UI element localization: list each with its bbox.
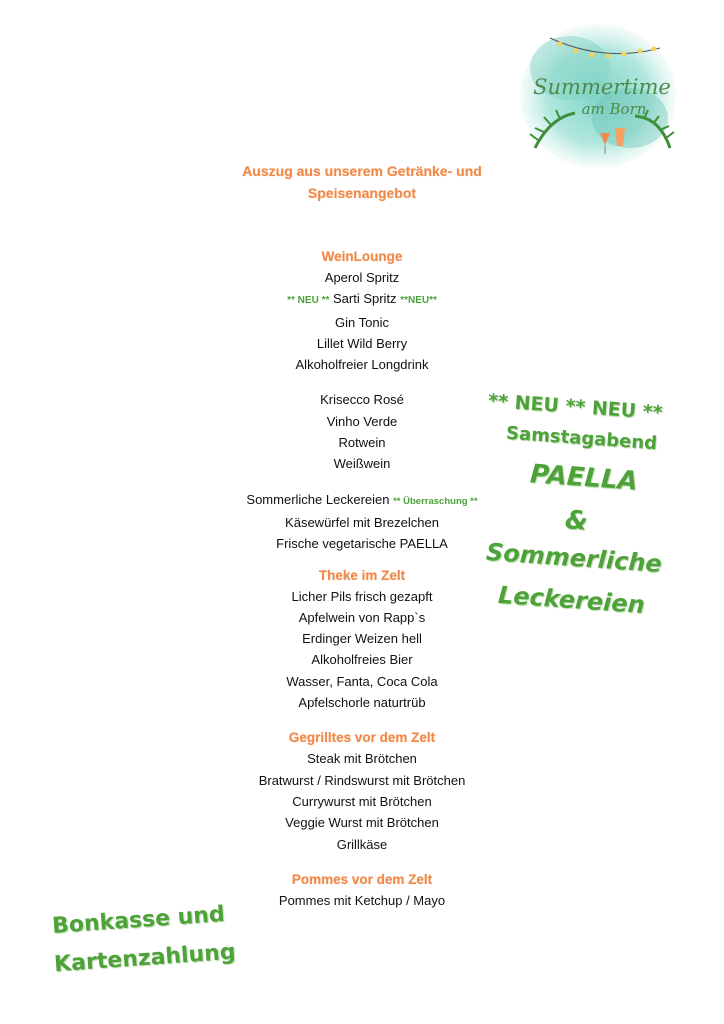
logo-subtitle: am Born <box>581 100 647 118</box>
payment-line1: Bonkasse und <box>51 902 226 939</box>
menu-item: Aperol Spritz <box>324 270 400 285</box>
menu-item: Alkoholfreies Bier <box>311 652 413 668</box>
promo-leckereien: Leckereien <box>497 580 646 620</box>
menu-item: Apfelschorle naturtrüb <box>298 695 426 711</box>
menu-item: Veggie Wurst mit Brötchen <box>285 815 439 831</box>
summertime-logo <box>510 8 680 178</box>
menu-item-sarti <box>212 288 512 311</box>
menu-item: Apfelwein von Rapp`s <box>298 609 426 625</box>
menu-item: Lillet Wild Berry <box>316 335 408 351</box>
menu-column <box>212 160 512 911</box>
ueberraschung-badge: ** Überraschung ** <box>393 495 478 507</box>
menu-item: Weißwein <box>333 456 391 472</box>
menu-item-label: Sarti Spritz <box>332 291 397 307</box>
logo-title: Summertime <box>533 75 671 99</box>
menu-item: Käsewürfel mit Brezelchen <box>285 514 439 530</box>
menu-item: Gin Tonic <box>335 314 389 330</box>
menu-item: Krisecco Rosé <box>320 392 404 408</box>
menu-item: Licher Pils frisch gezapft <box>291 588 433 604</box>
menu-item: Vinho Verde <box>326 413 398 429</box>
page-title-line2: Speisenangebot <box>307 185 417 201</box>
menu-item: Frische vegetarische PAELLA <box>276 536 448 552</box>
menu-item: Steak mit Brötchen <box>307 751 417 767</box>
promo-paella: PAELLA <box>529 459 639 497</box>
menu-item: Grillkäse <box>336 836 388 852</box>
promo-samstagabend: Samstagabend <box>505 422 658 455</box>
page-title-line1: Auszug aus unserem Getränke- und <box>242 163 482 179</box>
promo-neu-line: ** NEU ** NEU ** <box>487 389 664 425</box>
section-heading-theke: Theke im Zelt <box>318 567 406 583</box>
section-heading-grill: Gegrilltes vor dem Zelt <box>288 730 436 746</box>
menu-item: Alkoholfreier Longdrink <box>295 357 429 373</box>
neu-badge: **NEU** <box>400 295 437 307</box>
neu-badge: ** NEU ** <box>287 295 330 307</box>
menu-item-leckereien <box>212 489 512 512</box>
menu-item: Wasser, Fanta, Coca Cola <box>286 673 438 689</box>
section-heading-weinlounge: WeinLounge <box>321 249 403 264</box>
menu-item: Rotwein <box>338 435 386 451</box>
section-heading-pommes: Pommes vor dem Zelt <box>291 871 433 887</box>
menu-item: Pommes mit Ketchup / Mayo <box>278 892 446 908</box>
payment-line2: Kartenzahlung <box>53 939 237 978</box>
promo-ampersand: & <box>563 505 589 537</box>
menu-item: Erdinger Weizen hell <box>302 631 422 647</box>
promo-sommerliche: Sommerliche <box>485 537 663 579</box>
menu-item: Currywurst mit Brötchen <box>292 793 432 809</box>
menu-item: Bratwurst / Rindswurst mit Brötchen <box>258 772 466 788</box>
menu-item-label: Sommerliche Leckereien <box>246 491 390 507</box>
